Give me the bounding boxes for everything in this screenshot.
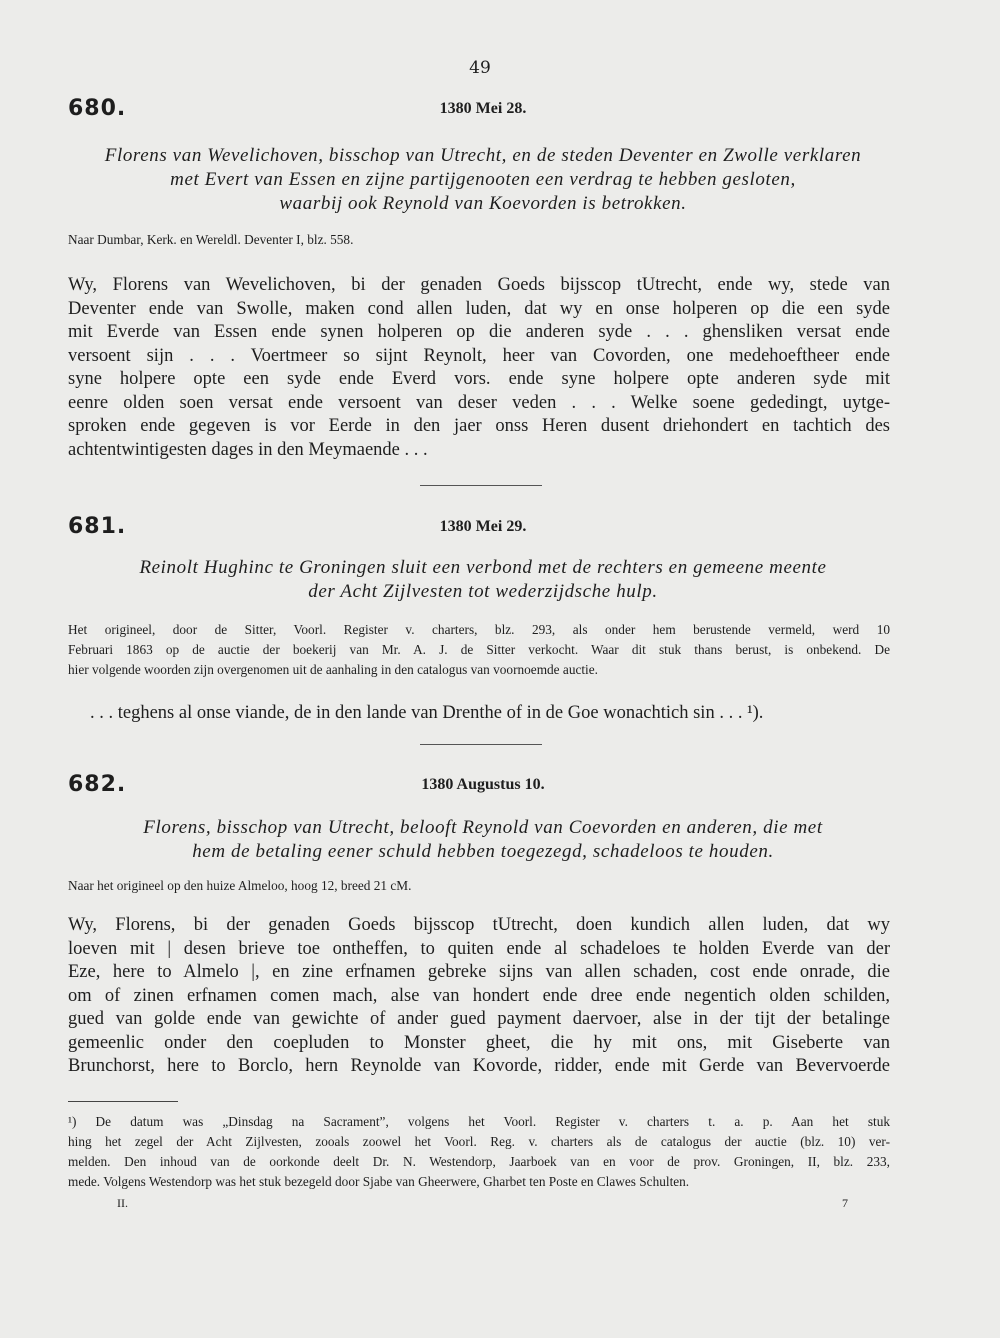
footnote-line: ¹) De datum was „Dinsdag na Sacrament”, volgens het Voorl. Register v. charters t. a. p. Aan het stuk bbox=[68, 1114, 890, 1129]
text-line: achtentwintigesten dages in den Meymaende . . . bbox=[68, 439, 428, 460]
text-line: loeven mit | desen brieve toe ontheffen, to quiten ende al schadeloes te holden Everde van der bbox=[68, 938, 890, 959]
footnote-divider bbox=[68, 1101, 178, 1102]
text-line: gued van golde ende van gewichte of ander gued payment daervoer, alse in der tijt der betalinge bbox=[68, 1009, 890, 1029]
text-line: versoent sijn . . . Voertmeer so sijnt Reynolt, heer van Covorden, one medehoeftheer ende bbox=[68, 345, 890, 366]
text-line: Eze, here to Almelo |, en zine erfnamen gebreke sijns van allen schaden, cost ende onrade, die bbox=[68, 962, 890, 982]
entry-682-header bbox=[68, 772, 898, 802]
entry-date: 1380 Mei 28. bbox=[439, 100, 527, 117]
entry-680-summary bbox=[68, 144, 898, 216]
text-line: Deventer ende van Swolle, maken cond allen luden, dat wy en onse holperen op die een syde bbox=[68, 298, 890, 319]
source-line: hier volgende woorden zijn overgenomen uit de aanhaling in den catalogus van voornoemde auctie. bbox=[68, 662, 598, 677]
text-line: Wy, Florens van Wevelichoven, bi der genaden Goeds bijsscop tUtrecht, ende wy, stede van bbox=[68, 275, 890, 295]
entry-681-source bbox=[68, 620, 890, 680]
source-line: Naar het origineel op den huize Almeloo, hoog 12, breed 21 cM. bbox=[68, 878, 412, 893]
entry-682-source bbox=[68, 876, 890, 896]
entry-number: 682. bbox=[68, 772, 127, 797]
footnote bbox=[68, 1112, 890, 1192]
footnote-line: mede. Volgens Westendorp was het stuk bezegeld door Sjabe van Gheerwere, Gharbet ten Poste en Clawes Schulten. bbox=[68, 1174, 690, 1189]
footnote-line: hing het zegel der Acht Zijlvesten, zooals zoowel het Voorl. Reg. v. charters als de catalogus der auctie (blz. 10) ver- bbox=[68, 1134, 890, 1149]
entry-681-summary bbox=[68, 556, 898, 604]
text-line: mit Everde van Essen ende synen holperen op die anderen syde . . . ghensliken versat ende bbox=[68, 322, 890, 342]
signature-mark-left: II. bbox=[117, 1196, 128, 1210]
entry-680-header bbox=[68, 96, 898, 126]
signature-mark-right: 7 bbox=[842, 1196, 848, 1210]
summary-line: Florens van Wevelichoven, bisschop van Utrecht, en de steden Deventer en Zwolle verklaren bbox=[104, 145, 862, 166]
entry-number: 681. bbox=[68, 514, 127, 539]
text-line: syne holpere opte een syde ende Everd vors. ende syne holpere opte anderen syde mit bbox=[68, 369, 890, 389]
section-divider bbox=[420, 744, 542, 745]
summary-line: der Acht Zijlvesten tot wederzijdsche hulp. bbox=[308, 581, 658, 602]
entry-681-text bbox=[90, 702, 890, 726]
summary-line: Reinolt Hughinc te Groningen sluit een verbond met de rechters en gemeene meente bbox=[139, 557, 827, 578]
text-line: . . . teghens al onse viande, de in den lande van Drenthe of in de Goe wonachtich sin . . . ¹). bbox=[90, 703, 764, 723]
text-line: Wy, Florens, bi der genaden Goeds bijsscop tUtrecht, doen kundich allen luden, dat wy bbox=[68, 915, 890, 935]
entry-date: 1380 Mei 29. bbox=[439, 518, 527, 535]
text-line: om of zinen erfnamen comen mach, alse van hondert ende dree ende negentich olden schilden, bbox=[68, 985, 890, 1006]
entry-681-header bbox=[68, 514, 898, 544]
text-line: gemeenlic onder den coepluden to Monster gheet, die hy mit ons, mit Giseberte van bbox=[68, 1032, 890, 1053]
summary-line: met Evert van Essen en zijne partijgenooten een verdrag te hebben gesloten, bbox=[170, 169, 796, 190]
entry-682-summary bbox=[68, 816, 898, 864]
summary-line: Florens, bisschop van Utrecht, belooft Reynold van Coevorden en anderen, die met bbox=[143, 817, 823, 838]
summary-line: hem de betaling eener schuld hebben toegezegd, schadeloos te houden. bbox=[192, 841, 774, 862]
page-number: 49 bbox=[469, 58, 491, 78]
entry-date: 1380 Augustus 10. bbox=[421, 776, 545, 793]
entry-680-text bbox=[68, 274, 890, 462]
source-line: Het origineel, door de Sitter, Voorl. Register v. charters, blz. 293, als onder hem berustende vermeld, werd 10 bbox=[68, 622, 890, 637]
summary-line: waarbij ook Reynold van Koevorden is betrokken. bbox=[279, 193, 687, 214]
entry-682-text bbox=[68, 914, 890, 1079]
text-line: Brunchorst, here to Borclo, hern Reynolde van Kovorde, ridder, ende mit Gerde van Bevervoerde bbox=[68, 1056, 890, 1076]
section-divider bbox=[420, 485, 542, 486]
text-line: eenre olden soen versat ende versoent van deser veden . . . Welke soene gededingt, uytge- bbox=[68, 392, 890, 413]
footnote-line: melden. Den inhoud van de oorkonde deelt Dr. N. Westendorp, Jaarboek van en voor de prov. Groningen, II, blz. 233, bbox=[68, 1154, 890, 1169]
entry-680-source bbox=[68, 230, 890, 250]
text-line: sproken ende gegeven is vor Eerde in den jaer onss Heren dusent driehondert en tachtich des bbox=[68, 416, 890, 436]
source-line: Naar Dumbar, Kerk. en Wereldl. Deventer I, blz. 558. bbox=[68, 232, 354, 247]
source-line: Februari 1863 op de auctie der boekerij van Mr. A. J. de Sitter verkocht. Waar dit stuk thans berust, is onbekend. De bbox=[68, 642, 890, 657]
entry-number: 680. bbox=[68, 96, 127, 121]
